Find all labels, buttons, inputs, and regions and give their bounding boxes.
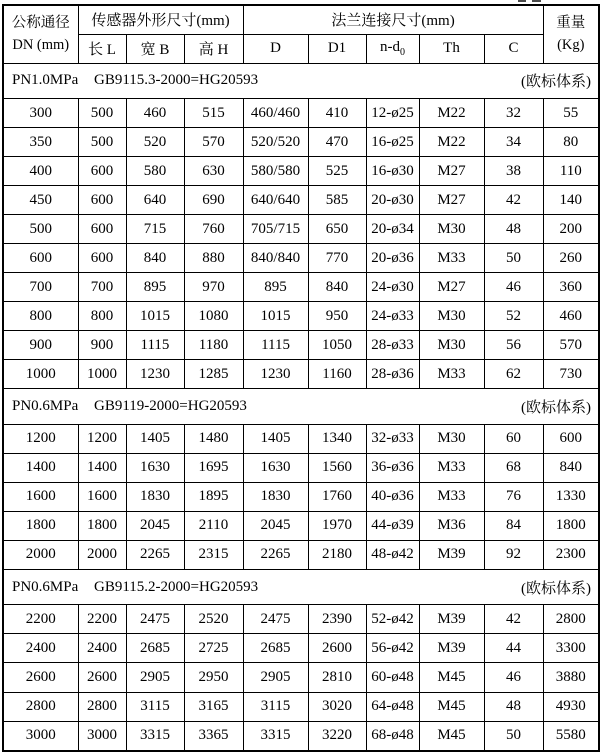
cell-dn: 2600 [3,663,78,692]
table-row [3,692,599,721]
cell-width-b: 3315 [126,721,184,751]
cell-width-b: 2265 [126,540,184,569]
cell-dn: 2200 [3,605,78,634]
cell-height-h: 1080 [184,302,243,331]
dn-header-unit: DN (mm) [12,37,70,54]
cell-height-h: 3165 [184,692,243,721]
cell-length-l: 1000 [78,360,126,389]
cell-d: 2265 [243,540,308,569]
cell-length-l: 700 [78,273,126,302]
cell-d1: 3020 [308,692,366,721]
cell-c: 32 [484,98,543,127]
cell-height-h: 515 [184,98,243,127]
cell-dn: 2800 [3,692,78,721]
col-header-c: C [484,34,543,63]
cell-length-l: 1600 [78,482,126,511]
cell-weight: 3300 [543,634,599,663]
cell-height-h: 630 [184,157,243,186]
cell-width-b: 2905 [126,663,184,692]
cell-n-d0: 28-ø33 [366,331,419,360]
cell-width-b: 1630 [126,453,184,482]
cell-th: M27 [419,273,484,302]
cell-d1: 585 [308,186,366,215]
cell-n-d0: 36-ø36 [366,453,419,482]
cell-dn: 350 [3,128,78,157]
cell-dn: 600 [3,244,78,273]
cell-weight: 4930 [543,692,599,721]
cell-c: 34 [484,128,543,157]
table-row [3,663,599,692]
cell-width-b: 1015 [126,302,184,331]
table-row [3,605,599,634]
table-row [3,360,599,389]
cell-d1: 950 [308,302,366,331]
cell-width-b: 3115 [126,692,184,721]
cell-width-b: 1230 [126,360,184,389]
section-standard-label: GB9119-2000=HG20593 [94,398,247,415]
cell-width-b: 2685 [126,634,184,663]
cropped-scan-artifact [516,0,546,3]
cell-c: 48 [484,692,543,721]
cell-weight: 1800 [543,511,599,540]
cell-th: M30 [419,302,484,331]
cell-length-l: 600 [78,186,126,215]
cell-length-l: 1800 [78,511,126,540]
section-header-row [3,389,599,424]
cell-d: 840/840 [243,244,308,273]
cell-d: 460/460 [243,98,308,127]
cell-th: M33 [419,244,484,273]
cell-n-d0: 20-ø36 [366,244,419,273]
cell-d1: 650 [308,215,366,244]
col-header-th: Th [419,34,484,63]
cell-d: 2905 [243,663,308,692]
section-pressure-label: PN0.6MPa [12,578,79,595]
cell-c: 60 [484,424,543,453]
cell-n-d0: 20-ø34 [366,215,419,244]
cell-dn: 300 [3,98,78,127]
cell-n-d0: 64-ø48 [366,692,419,721]
cell-d1: 1160 [308,360,366,389]
cell-d1: 1970 [308,511,366,540]
table-header [3,5,599,63]
col-header-d1: D1 [308,34,366,63]
cell-height-h: 970 [184,273,243,302]
cell-height-h: 1695 [184,453,243,482]
cell-d: 705/715 [243,215,308,244]
cell-d1: 3220 [308,721,366,751]
cell-dn: 500 [3,215,78,244]
cell-d: 2475 [243,605,308,634]
col-header-n-d0: $n-d_0$ [366,34,419,63]
header-row-groups [3,5,599,34]
cell-dn: 1000 [3,360,78,389]
cell-d: 1630 [243,453,308,482]
cell-n-d0: 16-ø30 [366,157,419,186]
cell-height-h: 2520 [184,605,243,634]
section-standard-label: GB9115.2-2000=HG20593 [94,578,259,595]
cell-weight: 200 [543,215,599,244]
cell-th: M30 [419,331,484,360]
table-row [3,721,599,751]
cell-weight: 3880 [543,663,599,692]
cell-d1: 525 [308,157,366,186]
cell-height-h: 2110 [184,511,243,540]
cell-d: 640/640 [243,186,308,215]
table-body [3,63,599,751]
cell-n-d0: 56-ø42 [366,634,419,663]
cell-weight: 1330 [543,482,599,511]
cell-length-l: 2400 [78,634,126,663]
cell-length-l: 600 [78,215,126,244]
cell-dn: 2400 [3,634,78,663]
cell-dn: 2000 [3,540,78,569]
cell-height-h: 3365 [184,721,243,751]
cell-th: M33 [419,453,484,482]
cell-d: 895 [243,273,308,302]
cell-th: M30 [419,424,484,453]
cell-dn: 1200 [3,424,78,453]
table-row [3,511,599,540]
cell-weight: 360 [543,273,599,302]
cell-d: 1405 [243,424,308,453]
cell-n-d0: 16-ø25 [366,128,419,157]
cell-width-b: 460 [126,98,184,127]
cell-d1: 2390 [308,605,366,634]
table-row [3,244,599,273]
cell-width-b: 520 [126,128,184,157]
cell-height-h: 1285 [184,360,243,389]
section-header-cell [3,63,599,98]
table-row [3,302,599,331]
cell-length-l: 800 [78,302,126,331]
cell-length-l: 500 [78,128,126,157]
cell-n-d0: 28-ø36 [366,360,419,389]
cell-d: 1115 [243,331,308,360]
dn-header-title: 公称通径 [11,14,70,31]
header-row-columns [3,34,599,63]
cell-dn: 400 [3,157,78,186]
cell-length-l: 500 [78,98,126,127]
cell-height-h: 1895 [184,482,243,511]
cell-c: 76 [484,482,543,511]
cell-width-b: 1115 [126,331,184,360]
cell-n-d0: 60-ø48 [366,663,419,692]
col-header-width-b: 宽 B [126,34,184,63]
section-region-note: (欧标体系) [521,580,592,597]
cell-d1: 470 [308,128,366,157]
cell-weight: 460 [543,302,599,331]
cell-dn: 3000 [3,721,78,751]
cell-c: 50 [484,721,543,751]
cell-d1: 1050 [308,331,366,360]
cell-weight: 2300 [543,540,599,569]
cell-d1: 1760 [308,482,366,511]
section-pressure-label: PN0.6MPa [12,398,79,415]
cell-th: M45 [419,721,484,751]
cell-c: 92 [484,540,543,569]
cell-c: 48 [484,215,543,244]
cell-d: 3115 [243,692,308,721]
section-region-note: (欧标体系) [521,400,592,417]
cell-height-h: 690 [184,186,243,215]
cell-height-h: 760 [184,215,243,244]
cell-n-d0: 44-ø39 [366,511,419,540]
table-row [3,634,599,663]
cell-width-b: 640 [126,186,184,215]
cell-c: 38 [484,157,543,186]
cell-length-l: 3000 [78,721,126,751]
cell-dn: 700 [3,273,78,302]
cell-n-d0: 68-ø48 [366,721,419,751]
table-row [3,482,599,511]
cell-n-d0: 52-ø42 [366,605,419,634]
cell-weight: 730 [543,360,599,389]
cell-height-h: 1180 [184,331,243,360]
cell-th: M45 [419,692,484,721]
cell-th: M27 [419,157,484,186]
cell-width-b: 2045 [126,511,184,540]
cell-th: M33 [419,360,484,389]
cell-th: M36 [419,511,484,540]
cell-height-h: 880 [184,244,243,273]
cell-height-h: 570 [184,128,243,157]
cell-d1: 2180 [308,540,366,569]
cell-dn: 450 [3,186,78,215]
cell-d1: 2600 [308,634,366,663]
cell-c: 46 [484,273,543,302]
weight-header-unit: (Kg) [557,37,585,54]
cell-c: 46 [484,663,543,692]
cell-height-h: 2315 [184,540,243,569]
cell-d: 520/520 [243,128,308,157]
cell-n-d0: 24-ø33 [366,302,419,331]
cell-c: 44 [484,634,543,663]
cell-weight: 260 [543,244,599,273]
cell-d: 2685 [243,634,308,663]
cell-width-b: 2475 [126,605,184,634]
cell-weight: 140 [543,186,599,215]
cell-d: 2045 [243,511,308,540]
cell-th: M39 [419,634,484,663]
col-header-length-l: 长 L [78,34,126,63]
cell-width-b: 840 [126,244,184,273]
dimension-spec-table [2,4,600,752]
cell-d: 3315 [243,721,308,751]
cell-d1: 840 [308,273,366,302]
col-header-d: D [243,34,308,63]
col-header-height-h: 高 H [184,34,243,63]
table-row [3,157,599,186]
cell-length-l: 2000 [78,540,126,569]
cell-d1: 1560 [308,453,366,482]
cell-n-d0: 20-ø30 [366,186,419,215]
cell-width-b: 715 [126,215,184,244]
cell-th: M33 [419,482,484,511]
cell-height-h: 2950 [184,663,243,692]
cell-length-l: 2200 [78,605,126,634]
cell-length-l: 900 [78,331,126,360]
weight-header-title: 重量 [556,14,586,31]
cell-d1: 1340 [308,424,366,453]
cell-length-l: 600 [78,244,126,273]
cell-th: M45 [419,663,484,692]
cell-d: 1015 [243,302,308,331]
cell-width-b: 1830 [126,482,184,511]
cell-n-d0: 32-ø33 [366,424,419,453]
cell-c: 62 [484,360,543,389]
cell-weight: 570 [543,331,599,360]
group-header-sensor-dimensions: 传感器外形尺寸(mm) [78,5,243,34]
cell-n-d0: 24-ø30 [366,273,419,302]
cell-dn: 1800 [3,511,78,540]
cell-th: M39 [419,540,484,569]
table-row [3,331,599,360]
table-row [3,424,599,453]
cell-c: 42 [484,605,543,634]
cell-dn: 1600 [3,482,78,511]
cell-weight: 110 [543,157,599,186]
cell-n-d0: 40-ø36 [366,482,419,511]
section-header-cell [3,389,599,424]
cell-weight: 5580 [543,721,599,751]
cell-n-d0: 12-ø25 [366,98,419,127]
cell-dn: 1400 [3,453,78,482]
section-header-row [3,569,599,604]
cell-length-l: 1200 [78,424,126,453]
table-row [3,273,599,302]
table-row [3,540,599,569]
cell-d1: 410 [308,98,366,127]
table-row [3,215,599,244]
cell-c: 50 [484,244,543,273]
cell-c: 84 [484,511,543,540]
cell-th: M27 [419,186,484,215]
cell-th: M30 [419,215,484,244]
table-row [3,128,599,157]
cell-length-l: 600 [78,157,126,186]
cell-d: 580/580 [243,157,308,186]
section-header-cell [3,569,599,604]
cell-c: 52 [484,302,543,331]
cell-c: 56 [484,331,543,360]
cell-n-d0: 48-ø42 [366,540,419,569]
cell-dn: 900 [3,331,78,360]
group-header-flange-dimensions: 法兰连接尺寸(mm) [243,5,543,34]
section-region-note: (欧标体系) [521,74,592,91]
cell-height-h: 2725 [184,634,243,663]
cell-th: M22 [419,128,484,157]
section-standard-label: GB9115.3-2000=HG20593 [94,72,259,89]
cell-weight: 80 [543,128,599,157]
cell-length-l: 2800 [78,692,126,721]
cell-length-l: 2600 [78,663,126,692]
cell-c: 68 [484,453,543,482]
table-row [3,453,599,482]
cell-length-l: 1400 [78,453,126,482]
cell-width-b: 1405 [126,424,184,453]
cell-d: 1230 [243,360,308,389]
cell-weight: 55 [543,98,599,127]
cell-th: M39 [419,605,484,634]
col-header-dn [3,5,78,63]
cell-weight: 600 [543,424,599,453]
cell-width-b: 895 [126,273,184,302]
table-row [3,98,599,127]
cell-dn: 800 [3,302,78,331]
col-header-weight [543,5,599,63]
table-row [3,186,599,215]
cell-height-h: 1480 [184,424,243,453]
cell-d1: 2810 [308,663,366,692]
cell-d: 1830 [243,482,308,511]
section-pressure-label: PN1.0MPa [12,72,79,89]
section-header-row [3,63,599,98]
cell-width-b: 580 [126,157,184,186]
cell-weight: 840 [543,453,599,482]
cell-c: 42 [484,186,543,215]
cell-d1: 770 [308,244,366,273]
cell-th: M22 [419,98,484,127]
cell-weight: 2800 [543,605,599,634]
